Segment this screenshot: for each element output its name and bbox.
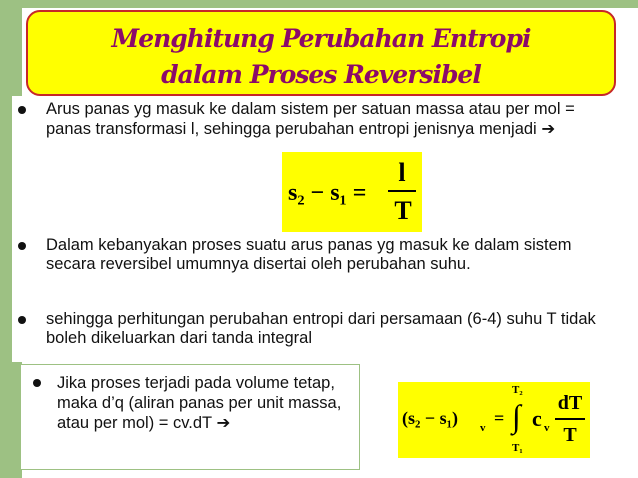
bullet-text: Dalam kebanyakan proses suatu arus panas yg masuk ke dalam sistem secara reversibel umumnya disertai oleh perubahan suhu.: [46, 236, 572, 273]
formula-coefficient: c: [532, 406, 542, 431]
integral-lower-limit: T₁: [512, 442, 523, 454]
bullet-dot: [33, 379, 41, 387]
arrow-right-icon: ➔: [541, 119, 556, 138]
formula-denominator: T: [563, 424, 577, 446]
formula-lhs: (s₂ − s₁): [402, 408, 459, 428]
bullet-text: sehingga perhitungan perubahan entropi dari persamaan (6-4) suhu T tidak boleh dikeluarkan dari tanda integral: [46, 310, 596, 347]
bullet-text: Jika proses terjadi pada volume tetap, maka d’q (aliran panas per unit massa, atau per mol) = cv.dT: [57, 374, 342, 432]
formula-lhs: s₂ − s₁ =: [288, 180, 367, 206]
bullet-text: Arus panas yg masuk ke dalam sistem per satuan massa atau per mol = panas transformasi l, sehingga perubahan entropi jenisnya menjadi: [46, 100, 575, 138]
entropy-formula-box: [282, 152, 422, 232]
integral-formula-box: [398, 382, 590, 458]
formula-lhs-subscript: v: [480, 422, 486, 434]
integral-sign: ∫: [512, 398, 521, 434]
fraction-bar: [555, 418, 585, 420]
bullet-dot: [18, 106, 26, 114]
arrow-right-icon: ➔: [216, 413, 231, 432]
bullet-dot: [18, 242, 26, 250]
fraction-bar: [388, 190, 416, 192]
title-box: [26, 10, 616, 96]
formula-coefficient-subscript: v: [544, 422, 550, 434]
formula-numerator: dT: [557, 392, 583, 414]
bullet-dot: [18, 316, 26, 324]
formula-equals: =: [494, 408, 505, 428]
formula-numerator: l: [398, 158, 406, 187]
top-green-band: [22, 0, 638, 8]
title-line-1: Menghitung Perubahan Entropi: [111, 24, 531, 53]
constant-volume-box: [20, 364, 360, 470]
formula-denominator: T: [394, 196, 412, 225]
title-line-2: dalam Proses Reversibel: [161, 60, 481, 89]
integral-upper-limit: T₂: [512, 384, 523, 396]
